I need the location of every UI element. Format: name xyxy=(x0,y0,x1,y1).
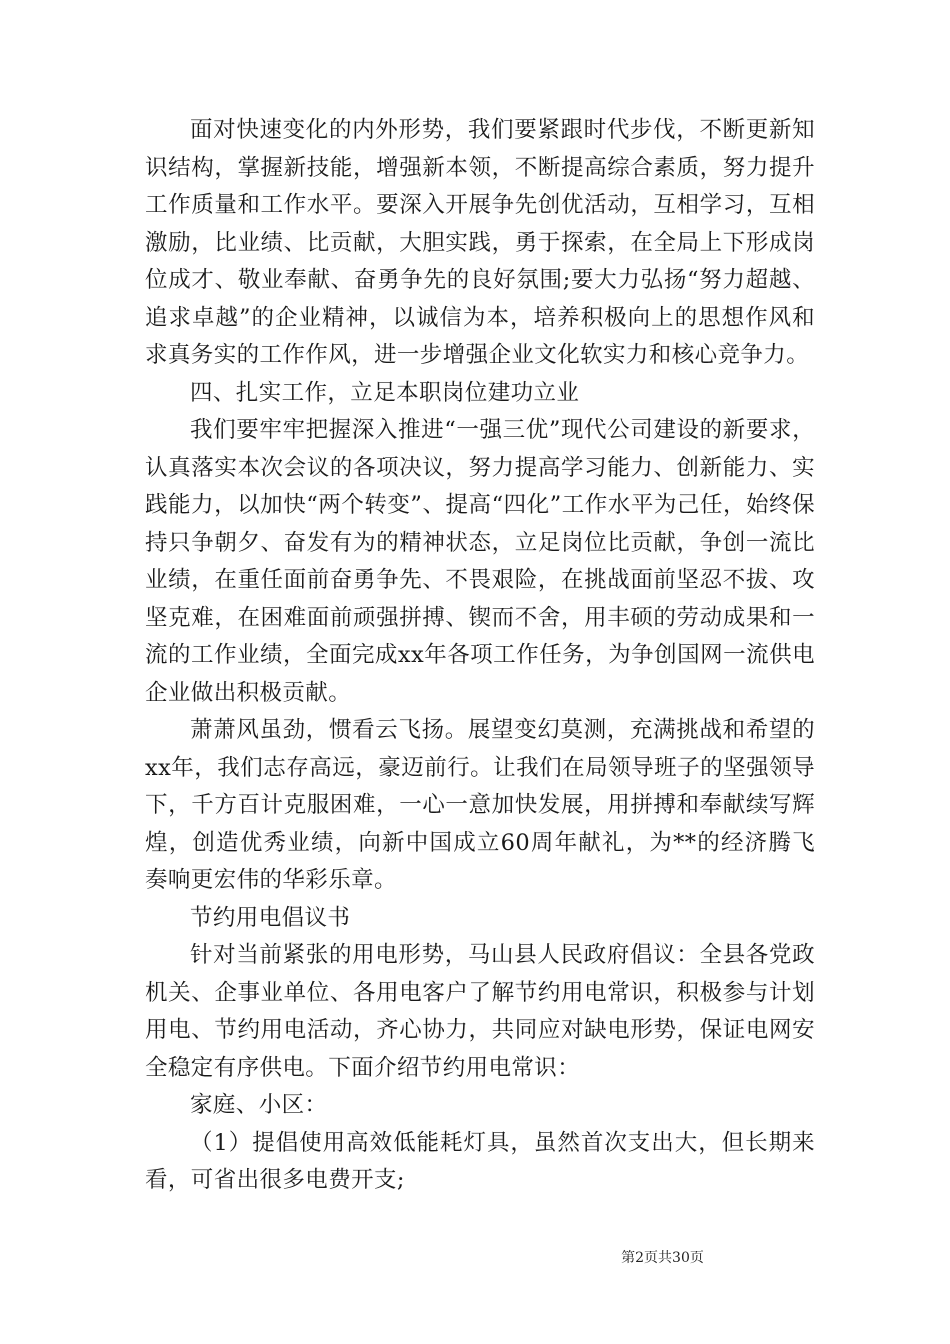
list-item-1: （1）提倡使用高效低能耗灯具，虽然首次支出大，但长期来看，可省出很多电费开支; xyxy=(145,1129,815,1193)
subheading-household: 家庭、小区： xyxy=(190,1092,328,1118)
paragraph-work-style: 面对快速变化的内外形势，我们要紧跟时代步伐，不断更新知识结构，掌握新技能，增强新本领，不断提高综合素质，努力提升工作质量和工作水平。要深入开展争先创优活动，互相学习，互相激励，比业绩、比贡献，大胆实践，勇于探索，在全局上下形成岗位成才、敬业奉献、奋勇争先的良好氛围;要大力弘扬“努力超越、追求卓越”的企业精神，以诚信为本，培养积极向上的思想作风和求真务实的工作作风，进一步增强企业文化软实力和核心竞争力。 xyxy=(145,117,815,368)
paragraph-proposal-intro: 针对当前紧张的用电形势，马山县人民政府倡议：全县各党政机关、企事业单位、各用电客户了解节约用电常识，积极参与计划用电、节约用电活动，齐心协力，共同应对缺电形势，保证电网安全稳定有序供电。下面介绍节约用电常识： xyxy=(145,942,815,1081)
page-footer xyxy=(0,1247,950,1267)
document-body xyxy=(145,112,815,1200)
section-heading-four: 四、扎实工作，立足本职岗位建功立业 xyxy=(190,379,580,406)
paragraph-outlook: 萧萧风虽劲，惯看云飞扬。展望变幻莫测，充满挑战和希望的xx年，我们志存高远，豪迈前行。让我们在局领导班子的坚强领导下，千方百计克服困难，一心一意加快发展，用拼搏和奉献续写辉煌，创造优秀业绩，向新中国成立60周年献礼，为**的经济腾飞奏响更宏伟的华彩乐章。 xyxy=(145,717,815,893)
paragraph-requirements: 我们要牢牢把握深入推进“一强三优”现代公司建设的新要求，认真落实本次会议的各项决议，努力提高学习能力、创新能力、实践能力，以加快“两个转变”、提高“四化”工作水平为己任，始终保持只争朝夕、奋发有为的精神状态，立足岗位比贡献，争创一流比业绩，在重任面前奋勇争先、不畏艰险，在挑战面前坚忍不拔、攻坚克难，在困难面前顽强拼搏、锲而不舍，用丰硕的劳动成果和一流的工作业绩，全面完成xx年各项工作任务，为争创国网一流供电企业做出积极贡献。 xyxy=(145,417,815,706)
page-number: 第2页共30页 xyxy=(621,1250,704,1266)
document-title-proposal: 节约用电倡议书 xyxy=(190,904,351,931)
